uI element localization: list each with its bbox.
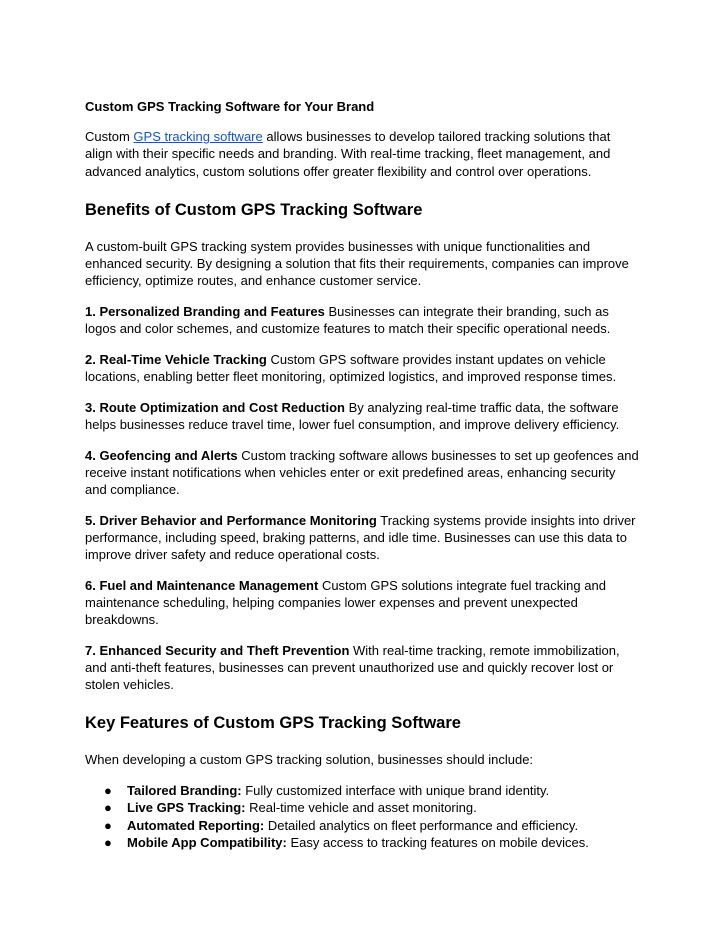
benefit-title: 1. Personalized Branding and Features [85,303,325,319]
features-intro: When developing a custom GPS tracking solution, businesses should include: [85,751,534,767]
benefit-text: Custom tracking software allows businesses to set up geofences and receive instant notifications when vehicles enter or exit predefined areas, enhancing security and compliance. [85,447,639,498]
benefit-title: 5. Driver Behavior and Performance Monitoring [85,512,377,528]
feature-text: Fully customized interface with unique brand identity. [241,782,550,798]
bullet-icon: ● [104,817,112,833]
bullet-icon: ● [104,782,112,798]
list-item [85,782,640,800]
feature-text: Real-time vehicle and asset monitoring. [245,800,477,816]
bullet-icon: ● [104,835,112,851]
benefit-text: Custom GPS solutions integrate fuel tracking and maintenance scheduling, helping companies lower expenses and prevent unexpected breakdowns. [85,577,606,628]
document-title: Custom GPS Tracking Software for Your Brand [85,99,375,114]
benefit-title: 7. Enhanced Security and Theft Prevention [85,642,350,658]
feature-text: Easy access to tracking features on mobile devices. [286,835,589,851]
list-item [85,799,640,817]
benefit-text: Custom GPS software provides instant updates on vehicle locations, enabling better fleet monitoring, optimized logistics, and improved response times. [85,351,617,385]
gps-tracking-software-link[interactable]: GPS tracking software [133,129,263,145]
benefit-item-3 [85,399,640,433]
feature-text: Detailed analytics on fleet performance and efficiency. [264,817,579,833]
feature-title: Mobile App Compatibility: [127,835,287,851]
benefit-text: By analyzing real-time traffic data, the software helps businesses reduce travel time, lower fuel consumption, and improve delivery efficiency. [85,399,620,432]
feature-title: Tailored Branding: [127,782,242,798]
benefit-item-5 [85,512,640,564]
benefits-heading: Benefits of Custom GPS Tracking Software [85,200,423,219]
benefit-item-1 [85,303,640,337]
feature-title: Live GPS Tracking: [127,800,246,816]
intro-paragraph [85,128,640,180]
benefit-item-6 [85,577,640,629]
features-list [85,782,640,852]
benefit-title: 4. Geofencing and Alerts [85,447,238,463]
benefit-title: 3. Route Optimization and Cost Reduction [85,399,345,415]
benefit-text: Tracking systems provide insights into driver performance, including speed, braking patterns, and idle time. Businesses can use this data to improve driver safety and reduce operational costs. [85,512,636,563]
features-heading: Key Features of Custom GPS Tracking Software [85,713,461,732]
feature-title: Automated Reporting: [127,817,265,833]
benefit-title: 2. Real-Time Vehicle Tracking [85,351,267,367]
intro-text-end: allows businesses to develop tailored tracking solutions that align with their specific needs and branding. With real-time tracking, fleet management, and advanced analytics, custom solutions offer greater flexibility and control over operations. [85,129,611,179]
list-item [85,817,640,835]
benefits-intro: A custom-built GPS tracking system provides businesses with unique functionalities and enhanced security. By designing a solution that fits their requirements, companies can improve efficiency, optimize routes, and enhance customer service. [85,238,629,289]
benefit-text: Businesses can integrate their branding, such as logos and color schemes, and customize features to match their specific operational needs. [85,303,611,337]
intro-text-start: Custom [85,129,134,145]
benefit-text: With real-time tracking, remote immobilization, and anti-theft features, businesses can prevent unauthorized use and quickly recover lost or stolen vehicles. [85,642,620,693]
list-item [85,834,640,852]
benefit-item-2 [85,351,640,385]
bullet-icon: ● [104,800,112,816]
benefit-title: 6. Fuel and Maintenance Management [85,577,319,593]
benefit-item-4 [85,447,640,499]
benefit-item-7 [85,642,640,694]
benefits-list [85,303,640,694]
